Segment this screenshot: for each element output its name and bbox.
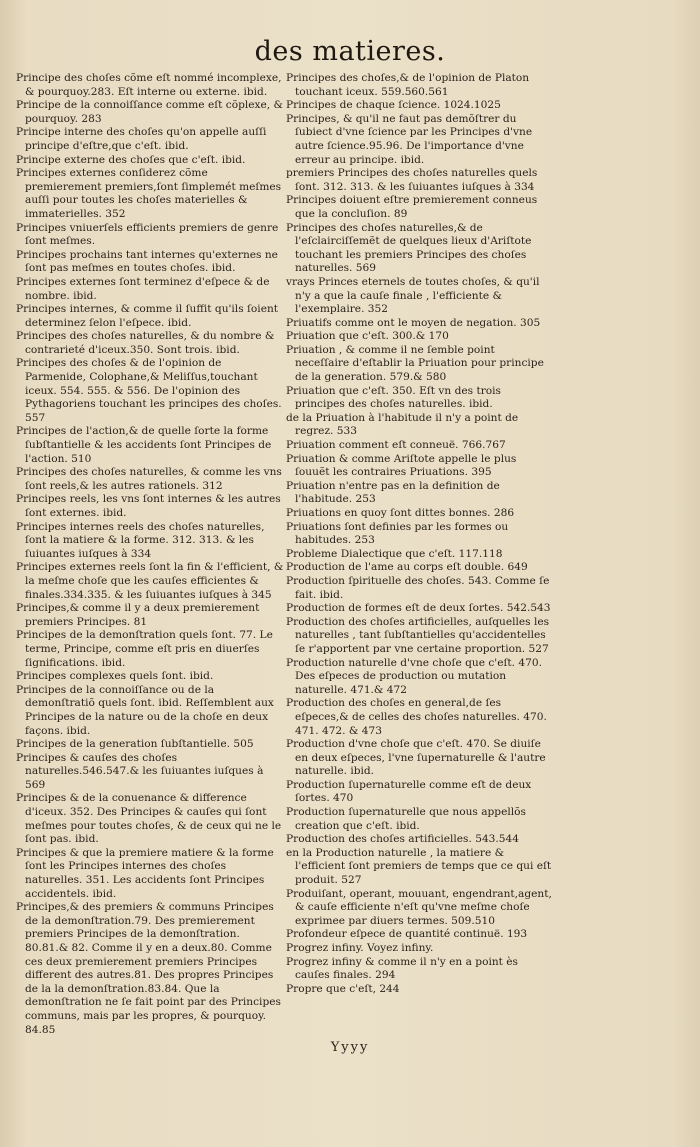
index-entry: Principes & que la premiere matiere & la forme ſont les Principes internes des choſes naturelles. 351. Les accidents ſont Principes accidentels. ibid. xyxy=(16,846,274,900)
index-entry: Principes prochains tant internes qu'externes ne ſont pas meſmes en toutes choſes. ibid. xyxy=(16,248,278,275)
index-entry: Principes reels, les vns ſont internes & les autres ſont externes. ibid. xyxy=(16,493,281,519)
index-entry: Priuation n'entre pas en la definition de l'habitude. 253 xyxy=(286,479,500,506)
index-entry: Principes externes conſiderez cõme premierement premiers,ſont ſimplemét meſmes auſſi pour toutes les choſes materielles & immaterielles. 352 xyxy=(16,167,282,220)
index-entry: Principes des choſes naturelles, & comme les vns ſont reels,& les autres rationels. 312 xyxy=(16,466,282,492)
index-entry: Production ſpirituelle des choſes. 543. Comme ſe fait. ibid. xyxy=(286,574,550,601)
index-entry: Principes de chaque ſcience. 1024.1025 xyxy=(286,99,501,112)
index-entry: Principe interne des choſes qu'on appelle auſſi principe d'eſtre,que c'eſt. ibid. xyxy=(16,126,267,152)
index-entry: Principes, & qu'il ne faut pas demõſtrer du ſubiect d'vne ſcience par les Principes d'vne autre ſcience.95.96. De l'importance d'vne erreur au principe. ibid. xyxy=(286,112,533,166)
index-column-left xyxy=(16,72,284,1037)
index-entry: Propre que c'eſt, 244 xyxy=(286,982,400,995)
index-entry: Principes des choſes,& de l'opinion de Platon touchant iceux. 559.560.561 xyxy=(286,72,530,98)
index-entry: Priuation comment eſt conneuë. 766.767 xyxy=(286,439,506,452)
index-entry: Principes de la generation ſubſtantielle. 505 xyxy=(16,738,254,751)
index-entry: Principes & de la conuenance & difference d'iceux. 352. Des Principes & cauſes qui ſont meſmes pour toutes choſes, & de ceux qui ne le ſont pas. ibid. xyxy=(16,792,282,846)
index-entry: Principe de la connoiſſance comme eſt cõplexe, & pourquoy. 283 xyxy=(16,99,283,125)
index-entry: Principes,& des premiers & communs Principes de la demonſtration.79. Des premierement premiers Principes de la demonſtration. 80.81.& 82. Comme il y en a deux.80. Comme ces deux premierement premiers Principes different des autres.81. Des propres Principes de la la demonſtration.83.84. Que la demonſtration ne ſe fait point par des Principes communs, mais par les propres, & pourquoy. 84.85 xyxy=(16,901,281,1036)
index-entry: Principes,& comme il y a deux premierement premiers Principes. 81 xyxy=(16,602,260,628)
index-entry: en la Production naturelle , la matiere & l'efficient ſont premiers de temps que ce qui eſt produit. 527 xyxy=(286,846,552,887)
index-entry: Principes vniuerſels efficients premiers de genre ſont meſmes. xyxy=(16,221,279,248)
index-entry: Progrez infiny. Voyez infiny. xyxy=(286,942,434,954)
index-entry: Priuatifs comme ont le moyen de negation. 305 xyxy=(286,316,541,329)
index-entry: de la Priuation à l'habitude il n'y a point de regrez. 533 xyxy=(286,411,519,438)
index-entry: Production des choſes artificielles, auſquelles les naturelles , tant ſubſtantielles qu'accidentelles ſe r'apportent par vne certaine proportion. 527 xyxy=(286,615,550,655)
index-entry: Priuation que c'eſt. 300.& 170 xyxy=(286,330,449,343)
index-entry: Principes doiuent eſtre premierement conneus que la concluſion. 89 xyxy=(286,194,538,220)
index-entry: premiers Principes des choſes naturelles quels ſont. 312. 313. & les ſuiuantes iuſques à 334 xyxy=(286,167,538,193)
index-entry: Produiſant, operant, mouuant, engendrant,agent, & cauſe efficiente n'eſt qu'vne meſme choſe exprimee par diuers termes. 509.510 xyxy=(286,887,552,927)
index-entry: Principes internes reels des choſes naturelles, ſont la matiere & la forme. 312. 313. & les ſuiuantes iuſques à 334 xyxy=(16,520,265,560)
index-entry: Principes de la demonſtration quels ſont. 77. Le terme, Principe, comme eſt pris en diuerſes ſignifications. ibid. xyxy=(16,629,273,669)
index-entry: Priuation & comme Ariſtote appelle le plus ſouuẽt les contraires Priuations. 395 xyxy=(286,452,517,479)
index-entry: Production naturelle d'vne choſe que c'eſt. 470. Des eſpeces de production ou mutation naturelle. 471.& 472 xyxy=(286,656,542,696)
index-entry: Principes des choſes naturelles, & du nombre & contrarieté d'iceux.350. Sont trois. ibid. xyxy=(16,330,275,356)
index-entry: Probleme Dialectique que c'eſt. 117.118 xyxy=(286,547,503,560)
index-entry: Priuations ſont definies par les formes ou habitudes. 253 xyxy=(286,520,509,547)
index-entry: Principe externe des choſes que c'eſt. ibid. xyxy=(16,153,246,166)
index-entry: Principes externes reels ſont la fin & l'efficient, & la meſme choſe que les cauſes efficientes & finales.334.335. & les ſuiuantes iuſques à 345 xyxy=(16,561,284,601)
index-column-right xyxy=(286,72,552,996)
index-entry: Principes complexes quels ſont. ibid. xyxy=(16,670,214,683)
index-entry: Production des choſes artificielles. 543.544 xyxy=(286,833,520,846)
index-entry: Priuations en quoy ſont dittes bonnes. 286 xyxy=(286,507,515,519)
index-entry: Principe des choſes cõme eſt nommé incomplexe, & pourquoy.283. Eſt interne ou externe. ibid. xyxy=(16,72,282,98)
index-entry: Principes des choſes naturelles,& de l'eſclairciſſemẽt de quelques lieux d'Ariſtote touchant les premiers Principes des choſes naturelles. 569 xyxy=(286,221,532,275)
index-entry: Progrez infiny & comme il n'y en a point ès cauſes finales. 294 xyxy=(286,955,518,982)
index-entry: vrays Princes eternels de toutes choſes, & qu'il n'y a que la cauſe finale , l'efficiente & l'exemplaire. 352 xyxy=(286,275,540,316)
index-entry: Principes des choſes & de l'opinion de Parmenide, Colophane,& Meliſſus,touchant iceux. 554. 555. & 556. De l'opinion des Pythagoriens touchant les principes des choſes. 557 xyxy=(16,357,282,424)
page-title: des matieres. xyxy=(254,36,446,67)
index-entry: Profondeur eſpece de quantité continuë. 193 xyxy=(286,928,528,941)
index-entry: Production des choſes en general,de ſes eſpeces,& de celles des choſes naturelles. 470. 471. 472. & 473 xyxy=(286,697,547,737)
index-entry: Principes de la connoiſſance ou de la demonſtratiõ quels ſont. ibid. Reſſemblent aux Principes de la nature ou de la choſe en deux façons. ibid. xyxy=(16,683,274,737)
index-entry: Priuation , & comme il ne ſemble point neceſſaire d'eſtablir la Priuation pour principe de la generation. 579.& 580 xyxy=(286,343,544,384)
index-entry: Principes de l'action,& de quelle ſorte la forme ſubſtantielle & les accidents ſont Principes de l'action. 510 xyxy=(16,425,272,465)
index-entry: Priuation que c'eſt. 350. Eſt vn des trois principes des choſes naturelles. ibid. xyxy=(286,384,501,411)
index-entry: Production de l'ame au corps eſt double. 649 xyxy=(286,561,528,574)
index-entry: Principes internes, & comme il ſuffit qu'ils ſoient determinez ſelon l'eſpece. ibid. xyxy=(16,303,279,329)
index-entry: Production ſupernaturelle comme eſt de deux ſortes. 470 xyxy=(286,778,532,805)
signature-mark: Yyyy xyxy=(330,1040,370,1055)
index-entry: Principes externes ſont terminez d'eſpece & de nombre. ibid. xyxy=(16,275,270,302)
index-entry: Principes & cauſes des choſes naturelles.546.547.& les ſuiuantes iuſques à 569 xyxy=(16,751,264,791)
index-entry: Production ſupernaturelle que nous appellõs creation que c'eſt. ibid. xyxy=(286,806,526,832)
index-entry: Production d'vne choſe que c'eſt. 470. Se diuiſe en deux eſpeces, l'vne ſupernaturelle & l'autre naturelle. ibid. xyxy=(286,738,546,778)
index-entry: Production de formes eſt de deux ſortes. 542.543 xyxy=(286,602,551,615)
